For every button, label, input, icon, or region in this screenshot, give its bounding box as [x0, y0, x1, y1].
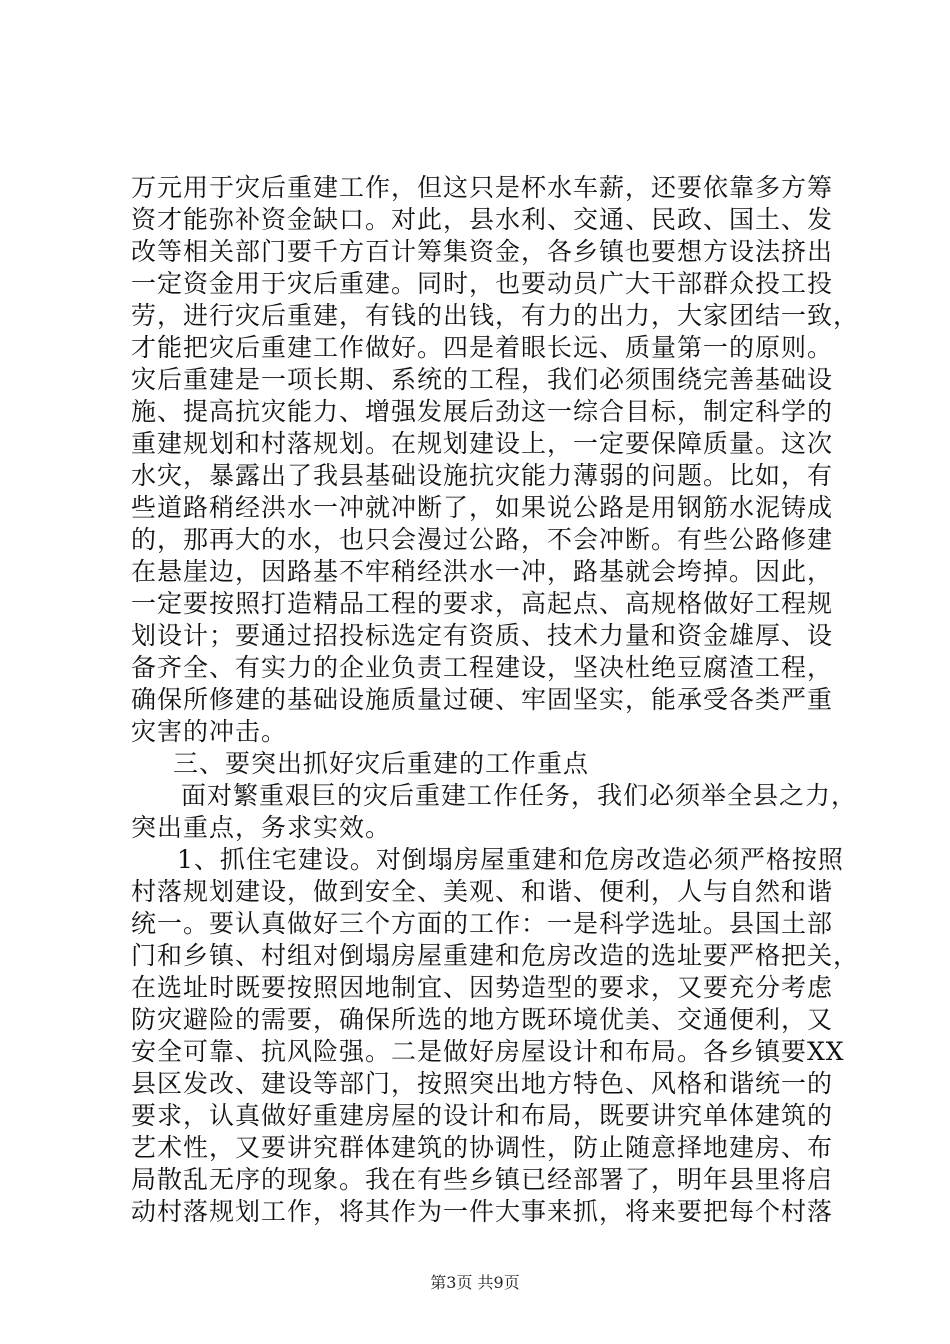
section-heading: 三、要突出抓好灾后重建的工作重点 [173, 749, 590, 778]
text-line: 安全可靠、抗风险强。二是做好房屋设计和布局。各乡镇要XX [131, 1037, 845, 1066]
text-line: 村落规划建设，做到安全、美观、和谐、便利，人与自然和谐 [131, 877, 834, 906]
text-line: 万元用于灾后重建工作，但这只是杯水车薪，还要依靠多方筹 [131, 173, 834, 202]
page-number-footer: 第3页 共9页 [430, 1273, 520, 1292]
text-line: 资才能弥补资金缺口。对此，县水利、交通、民政、国土、发 [131, 205, 834, 234]
text-line: 突出重点，务求实效。 [131, 813, 392, 842]
text-line: 划设计；要通过招投标选定有资质、技术力量和资金雄厚、设 [131, 621, 834, 650]
text-line: 1、抓住宅建设。对倒塌房屋重建和危房改造必须严格按照 [177, 845, 844, 874]
text-line: 重建规划和村落规划。在规划建设上，一定要保障质量。这次 [131, 429, 834, 458]
text-line: 些道路稍经洪水一冲就冲断了，如果说公路是用钢筋水泥铸成 [131, 493, 834, 522]
text-line: 劳，进行灾后重建，有钱的出钱，有力的出力，大家团结一致， [131, 301, 860, 330]
body-text [131, 172, 860, 1228]
text-line: 在悬崖边，因路基不牢稍经洪水一冲，路基就会垮掉。因此， [131, 557, 834, 586]
text-line: 动村落规划工作，将其作为一件大事来抓，将来要把每个村落 [131, 1197, 834, 1226]
text-line: 在选址时既要按照因地制宜、因势造型的要求，又要充分考虑 [131, 973, 834, 1002]
text-line: 一定资金用于灾后重建。同时，也要动员广大干部群众投工投 [131, 269, 834, 298]
text-line: 防灾避险的需要，确保所选的地方既环境优美、交通便利，又 [131, 1005, 834, 1034]
text-line: 的，那再大的水，也只会漫过公路，不会冲断。有些公路修建 [131, 525, 834, 554]
text-line: 备齐全、有实力的企业负责工程建设，坚决杜绝豆腐渣工程， [131, 653, 834, 682]
text-line: 局散乱无序的现象。我在有些乡镇已经部署了，明年县里将启 [131, 1165, 834, 1194]
text-line: 县区发改、建设等部门，按照突出地方特色、风格和谐统一的 [131, 1069, 834, 1098]
text-line: 灾后重建是一项长期、系统的工程，我们必须围绕完善基础设 [131, 365, 834, 394]
text-line: 水灾，暴露出了我县基础设施抗灾能力薄弱的问题。比如，有 [131, 461, 834, 490]
text-line: 灾害的冲击。 [131, 717, 288, 746]
text-line: 艺术性，又要讲究群体建筑的协调性，防止随意择地建房、布 [131, 1133, 834, 1162]
text-line: 统一。要认真做好三个方面的工作：一是科学选址。县国土部 [131, 909, 834, 938]
text-line: 才能把灾后重建工作做好。四是着眼长远、质量第一的原则。 [131, 333, 834, 362]
text-line: 确保所修建的基础设施质量过硬、牢固坚实，能承受各类严重 [131, 685, 834, 714]
text-line: 门和乡镇、村组对倒塌房屋重建和危房改造的选址要严格把关， [131, 941, 860, 970]
text-line: 施、提高抗灾能力、增强发展后劲这一综合目标，制定科学的 [131, 397, 834, 426]
text-line: 要求，认真做好重建房屋的设计和布局，既要讲究单体建筑的 [131, 1101, 834, 1130]
text-line: 改等相关部门要千方百计筹集资金，各乡镇也要想方设法挤出 [131, 237, 834, 266]
text-line: 一定要按照打造精品工程的要求，高起点、高规格做好工程规 [131, 589, 834, 618]
text-line: 面对繁重艰巨的灾后重建工作任务，我们必须举全县之力， [181, 781, 858, 810]
